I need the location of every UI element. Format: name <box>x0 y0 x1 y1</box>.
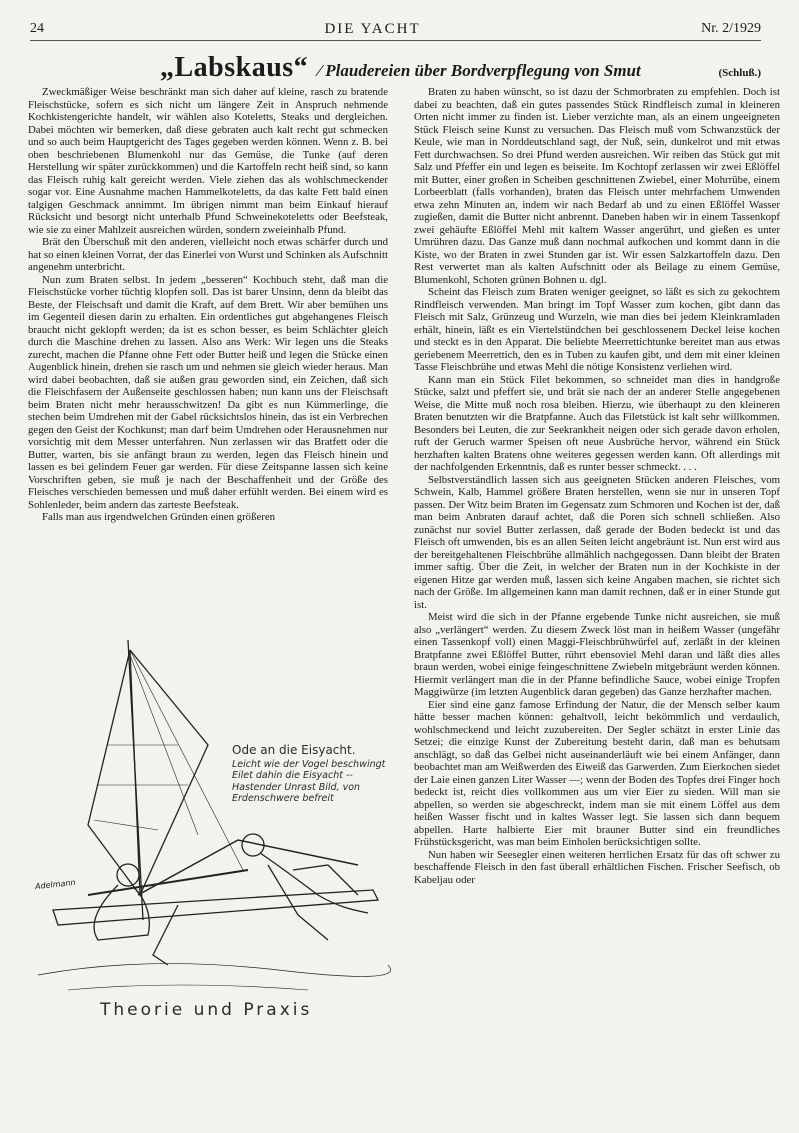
magazine-title: DIE YACHT <box>324 20 421 37</box>
poem-line: Hastender Unrast Bild, von <box>232 781 361 793</box>
paragraph: Eier sind eine ganz famose Erfindung der Natur, die der Mensch selber kaum hätte besser machen können: gehaltvoll, leicht bekömmlich und verdaulich, wohlschmeckend und leicht zuzubereiten. Der Segler schätzt in erster Linie das Setzei; die einzige Kunst der Zubereitung besteht darin, daß man es behutsam anschlägt, so daß das Gelbei nicht auseinanderläuft wie bei einem Anfänger, dann beobachtet man am Weißwerden des Eiweiß das Garwerden. Zum Eierkochen siedet der Laie einen ganzen Liter Wasser —; wenn der Boden des Topfes drei Finger hoch bedeckt ist, reicht dies vollkommen aus um vier Eier zu sieden. Will man sie abpellen, so werden sie abgeschreckt, indem man sie mit einem Löffel aus dem heißen Wasser fischt und in kaltes Wasser legt. Sie lassen sich dann bequem abpellen. Harte halbierte Eier mit brauner Butter sind ein freundliches Frühstücksgericht, was man beim Einholen berücksichtigen sollte. <box>414 698 780 848</box>
sail <box>88 650 140 895</box>
paragraph: Zweckmäßiger Weise beschränkt man sich daher auf kleine, rasch zu bratende Fleischstücke, sofern es sich nicht um längere Zeit in Anspruch nehmende Kochkistengerichte handelt, wir wählen also Koteletts, Steaks und dergleichen. Dabei möchten wir bemerken, daß diese gebraten auch kalt recht gut schmecken und so auch beim Hauptgericht des Tages gegeben werden können. Wenn z. B. bei oben beschriebenen Blumenkohl nur das Gemüse, die Tunke (auf deren Herstellung wir später zurückkommen) und die Kartoffeln recht heiß sind, so kann das Fleisch ruhig kalt gereicht werden. Viele ziehen das als wohlschmeckender sogar vor. Eine Ausnahme machen Hammelkoteletts, da das kalte Fett bald einen talgigen Geschmack annimmt. Im übrigen nimmt man beim Einkauf hierauf Rücksicht und besorgt nicht unterhalb Pfund Schweinekoteletts oder Beefsteak, wie sie zu einer Mahlzeit ausreichen würden, sondern zweieinhalb Pfund. <box>28 86 388 236</box>
paragraph: Meist wird die sich in der Pfanne ergebende Tunke nicht ausreichen, sie muß also „verlängert“ werden. Zu diesem Zweck löst man in heißem Wasser (ungefähr einen Tassenkopf voll) einen Maggi-Fleischbrühwürfel auf, zerläßt in der kleinen Bratpfanne zwei Eßlöffel Butter, rührt ebensoviel Mehl daran und läßt dies alles braun werden, wobei einige feingeschnittene Zwiebeln mitgebräunt werden können. Hiermit verlängert man die in der Pfanne befindliche Sauce, wobei einige Tropfen Maggiwürze (im letzten Augenblick daran gegeben) das Ganze herzhafter machen. <box>414 611 780 698</box>
article-subtitle: ⁄ Plaudereien über Bordverpflegung von Smut <box>318 61 641 80</box>
page-number: 24 <box>30 21 44 36</box>
paragraph: Falls man aus irgendwelchen Gründen einen größeren <box>42 511 276 523</box>
article-note: (Schluß.) <box>718 67 761 79</box>
paragraph: Selbstverständlich lassen sich aus geeigneten Stücken anderen Fleisches, vom Schwein, Kalb, Hammel größere Braten herstellen, wenn sie nur in unseren Topf passen. Der Witz beim Braten im Gegensatz zum Schmoren und Kochen ist der, daß man beim Anbraten darauf achtet, daß die Poren sich schnell schließen. Also zunächst nur soviel Butter zerlassen, daß gerade der Boden bedeckt ist und das Fleisch oft umwenden, bis es an allen Seiten leicht angebräunt ist. Nun erst wird aus der bereitgehaltenen Fleischbrühe allmählich nachgegossen. Dann bleibt der Braten immer saftig. Über die Zeit, in welcher der Braten nun in der Kochkiste in der eigenen Hitze gar werden muß, lassen sich keine Angaben machen, sie richtet sich nach der Größe. Im allgemeinen kann man damit rechnen, daß er in einer Stunde gut ist. <box>414 473 780 611</box>
illustration-caption: Theorie und Praxis <box>100 1000 313 1020</box>
poem-line: Leicht wie der Vogel beschwingt <box>232 758 386 770</box>
artist-signature: Adelmann <box>34 877 76 892</box>
poem-title: Ode an die Eisyacht. <box>232 743 356 757</box>
poem-line: Eilet dahin die Eisyacht -- <box>232 770 353 781</box>
paragraph: Nun zum Braten selbst. In jedem „besseren“ Kochbuch steht, daß man die Fleischstücke vorher tüchtig klopfen soll. Das ist barer Unsinn, denn da bleibt das Beste, der Fleischsaft und damit die Kraft, auf dem Brett. Wir aber bemühen uns im Gegenteil diesen darin zu erhalten. Ein ordentliches gut abgehangenes Fleisch braucht nicht geklopft werden; da ist es schon besser, es beim Schlächter gleich durch die Maschine drehen zu lassen. Also ans Werk: Wir legen uns die Steaks zurecht, machen die Pfanne ohne Fett oder Butter heiß und legen die Stücke einen Augenblick hinein, drehen sie rasch um und nehmen sie gleich wieder heraus. Man wird dabei beobachten, daß sie außen grau geworden sind, ein Zeichen, daß sich die Fleischfasern der Außenseite geschlossen haben; nun kann uns der Fleischsaft beim Braten nicht mehr herausschwitzen! Da gibt es nun Kümmerlinge, die stechen beim Umdrehen mit der Gabel rücksichtslos hinein, das ist ein Verbrechen gegen den Geist der Kochkunst; man darf beim Umdrehen oder Herausnehmen nur vorsichtig mit dem Messer unterfahren. Nun zerlassen wir das Bratfett oder die Butter, warten, bis sie anfängt braun zu werden, legen das Fleisch hinein und lassen es bei gelindem Feuer gar werden. Für diese Zeitspanne lassen sich keine Vorschriften geben, sie muß je nach der Beschaffenheit und der Größe des Fleisches verschieden bemessen und muß daher erfühlt werden. Bei einem wird es Sohlenleder, beim andern das zarteste Beefsteak. <box>28 273 388 511</box>
paragraph: Scheint das Fleisch zum Braten weniger geeignet, so läßt es sich zu gekochtem Rindfleisch verwenden. Man bringt im Topf Wasser zum kochen, gibt dann das Fleisch mit Salz, Grünzeug und Wurzeln, wie man dies bei jedem Kleinkramladen erhält, hinein, läßt es ein Viertelstündchen bei geschlossenem Deckel leise kochen und steckt es in den Apparat. Die beliebte Meerrettichtunke bereitet man aus etwas geriebenem Meerrettich, den es in Tuben zu kaufen gibt, und dem mit einer kleinen Tasse Fleischbrühe und etwas Mehl die nötige Konsistenz verliehen wird. <box>414 286 780 373</box>
article-title: „Labskaus“ <box>160 52 309 83</box>
left-column <box>28 86 388 524</box>
poem-line: Erdenschwere befreit <box>232 793 334 804</box>
paragraph: Brät den Überschuß mit den anderen, vielleicht noch etwas schärfer durch und hat so einen kleinen Vorrat, der das Einerlei von Wurst und Schinken als Aufschnitt angenehm unterbricht. <box>28 236 388 273</box>
runner-plank <box>53 890 378 925</box>
running-head <box>30 18 761 41</box>
ice-yacht-illustration <box>28 595 393 1045</box>
sailor-head <box>117 864 139 886</box>
paragraph: Braten zu haben wünscht, so ist dazu der Schmorbraten zu empfehlen. Doch ist dabei zu beachten, daß ein gutes passendes Stück Rindfleisch zumal in kleineren Orten nicht immer zu finden ist. Lieber verzichte man, als an einem ungeeigneten Stück Fleisch seine Kunst zu versuchen. Das Fleisch muß vom Schwanzstück der Keule, wie man in Norddeutschland sagt, der Nuß, sein, dunkelrot und mit etwas Fett durchwachsen. So drei Pfund werden ausreichen. Wir reiben das Stück gut mit Salz und Pfeffer ein und legen es beiseite. Im Kochtopf zerlassen wir zwei Eßlöffel mit Butter, einer großen in Scheiben geschnittenen Zwiebel, einer Mohrrübe, einem Lorbeerblatt (falls vorhanden), braten das Fleisch unter mehrfachem Umwenden etwa zehn Minuten an, indem wir nach Bedarf ab und zu einen Eßlöffel Wasser zugießen, damit die Butter nicht anbrennt. Daneben haben wir in einem Tassenkopf zwei gehäufte Eßlöffel Mehl mit kaltem Wasser angerührt, und gießen es unter Umrühren dazu. Das Ganze muß dann nochmal aufkochen und kommt dann in die Kiste, wo der Braten in zwei Stunden gar ist. Wir essen Salzkartoffeln dazu. Den Rest verwertet man als kalten Aufschnitt oder als Beilage zu einem Gemüse, Blumenkohl, Schoten grünen Bohnen u. dgl. <box>414 86 780 286</box>
right-column <box>414 86 780 886</box>
paragraph: Nun haben wir Seesegler einen weiteren herrlichen Ersatz für das oft schwer zu beschaffende Fleisch in den fast überall erhältlichen Fischen. Frischer Seefisch, ob Kabeljau oder <box>414 848 780 886</box>
paragraph: Kann man ein Stück Filet bekommen, so schneidet man dies in handgroße Stücke, salzt und pfeffert sie, und brät sie nach der an anderer Stelle angegebenen Weise, die Mitte muß noch rosa bleiben. Hierzu, wie überhaupt zu den kleineren Braten benutzten wir die Bratpfanne. Auch das Filetstück ist kalt sehr willkommen. Besonders bei Leuten, die zur Seekrankheit neigen oder sich gerade davon erholen, ruft der Geruch warmer Speisen oft neue Ausbrüche hervor, während ein Stück herzhaften kalten Bratens ohne weiteres gegessen werden kann. Oft allerdings mit der nachfolgenden Erkenntnis, daß es runter besser schmeckt. . . . <box>414 373 780 473</box>
issue-number: Nr. 2/1929 <box>701 21 761 36</box>
article-title-row <box>160 52 761 86</box>
poem <box>232 745 402 805</box>
